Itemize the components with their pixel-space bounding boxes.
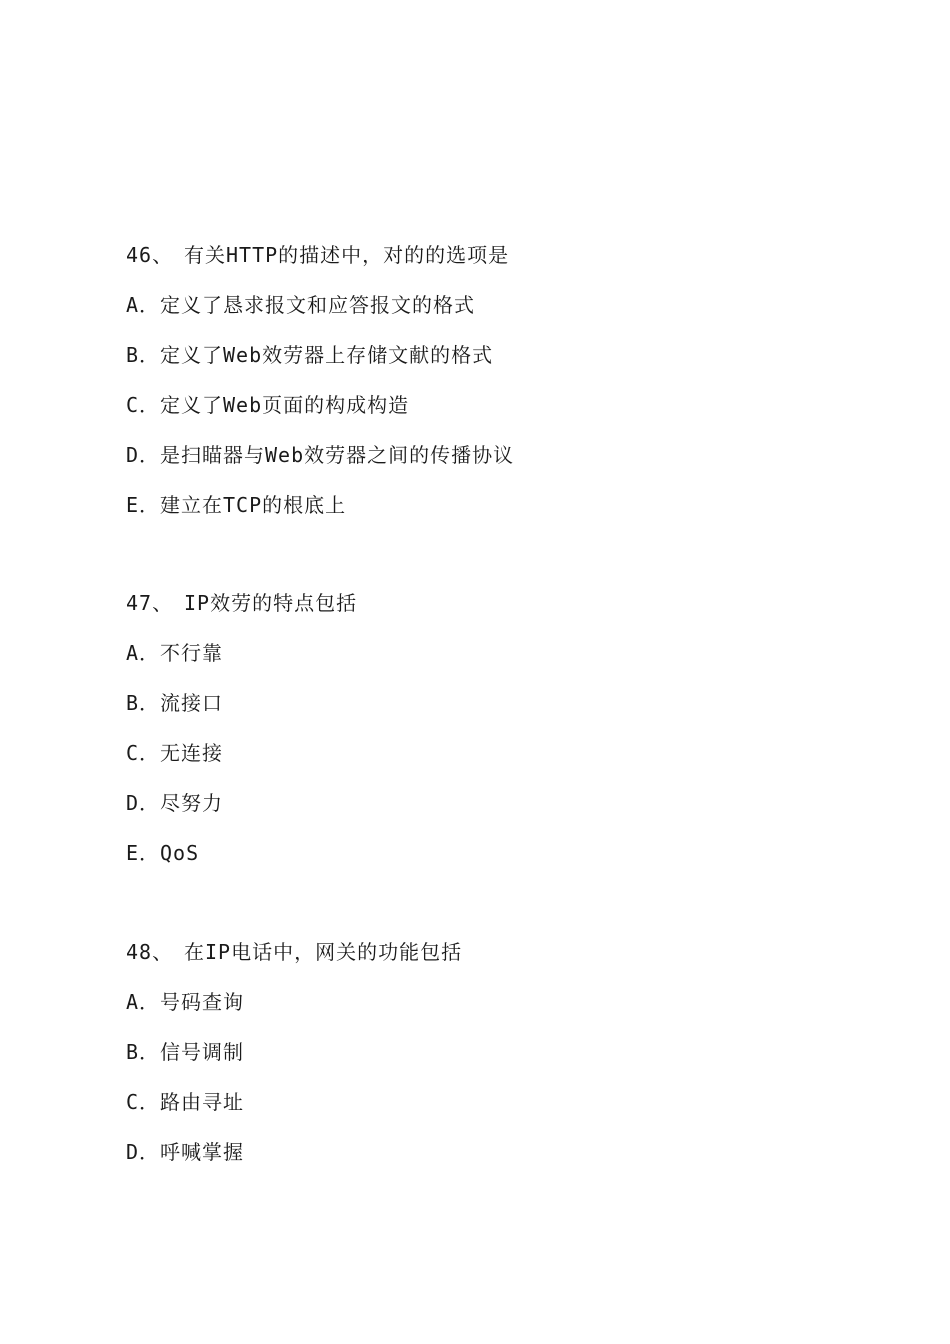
question-number: 46、 <box>126 243 174 267</box>
option-text: 尽努力 <box>160 791 223 815</box>
option-c <box>126 1077 886 1127</box>
question-text: IP效劳的特点包括 <box>184 591 358 615</box>
option-d <box>126 430 886 480</box>
option-text: 路由寻址 <box>160 1090 244 1114</box>
option-key: D． <box>126 1140 161 1164</box>
question-47 <box>126 578 886 878</box>
option-key: C． <box>126 393 161 417</box>
option-a <box>126 628 886 678</box>
option-key: B． <box>126 691 161 715</box>
question-number: 47、 <box>126 591 174 615</box>
option-e <box>126 480 886 530</box>
option-key: B． <box>126 343 161 367</box>
question-text: 有关HTTP的描述中，对的的选项是 <box>184 243 510 267</box>
option-text: 定义了Web效劳器上存储文献的格式 <box>160 343 494 367</box>
option-key: C． <box>126 741 161 765</box>
option-text: 流接口 <box>160 691 223 715</box>
option-e <box>126 828 886 878</box>
option-text: 无连接 <box>160 741 223 765</box>
option-key: A． <box>126 293 161 317</box>
option-key: B． <box>126 1040 161 1064</box>
option-key: C． <box>126 1090 161 1114</box>
question-stem <box>126 927 886 977</box>
option-a <box>126 280 886 330</box>
option-b <box>126 1027 886 1077</box>
option-key: A． <box>126 990 161 1014</box>
option-c <box>126 728 886 778</box>
question-text: 在IP电话中，网关的功能包括 <box>184 940 463 964</box>
option-a <box>126 977 886 1027</box>
option-key: E． <box>126 841 161 865</box>
option-text: 是扫瞄器与Web效劳器之间的传播协议 <box>160 443 515 467</box>
option-key: D． <box>126 443 161 467</box>
option-key: E． <box>126 493 161 517</box>
option-text: 呼喊掌握 <box>160 1140 244 1164</box>
option-b <box>126 678 886 728</box>
option-b <box>126 330 886 380</box>
question-number: 48、 <box>126 940 174 964</box>
question-48 <box>126 927 886 1177</box>
option-text: 定义了恳求报文和应答报文的格式 <box>160 293 475 317</box>
option-key: A． <box>126 641 161 665</box>
option-text: 定义了Web页面的构成构造 <box>160 393 410 417</box>
question-stem <box>126 578 886 628</box>
question-stem <box>126 230 886 280</box>
option-d <box>126 1127 886 1177</box>
option-text: 建立在TCP的根底上 <box>160 493 347 517</box>
option-key: D． <box>126 791 161 815</box>
option-d <box>126 778 886 828</box>
question-46 <box>126 230 886 530</box>
option-text: 号码查询 <box>160 990 244 1014</box>
option-text: 不行靠 <box>160 641 223 665</box>
option-text: 信号调制 <box>160 1040 244 1064</box>
option-text: QoS <box>160 841 200 865</box>
option-c <box>126 380 886 430</box>
